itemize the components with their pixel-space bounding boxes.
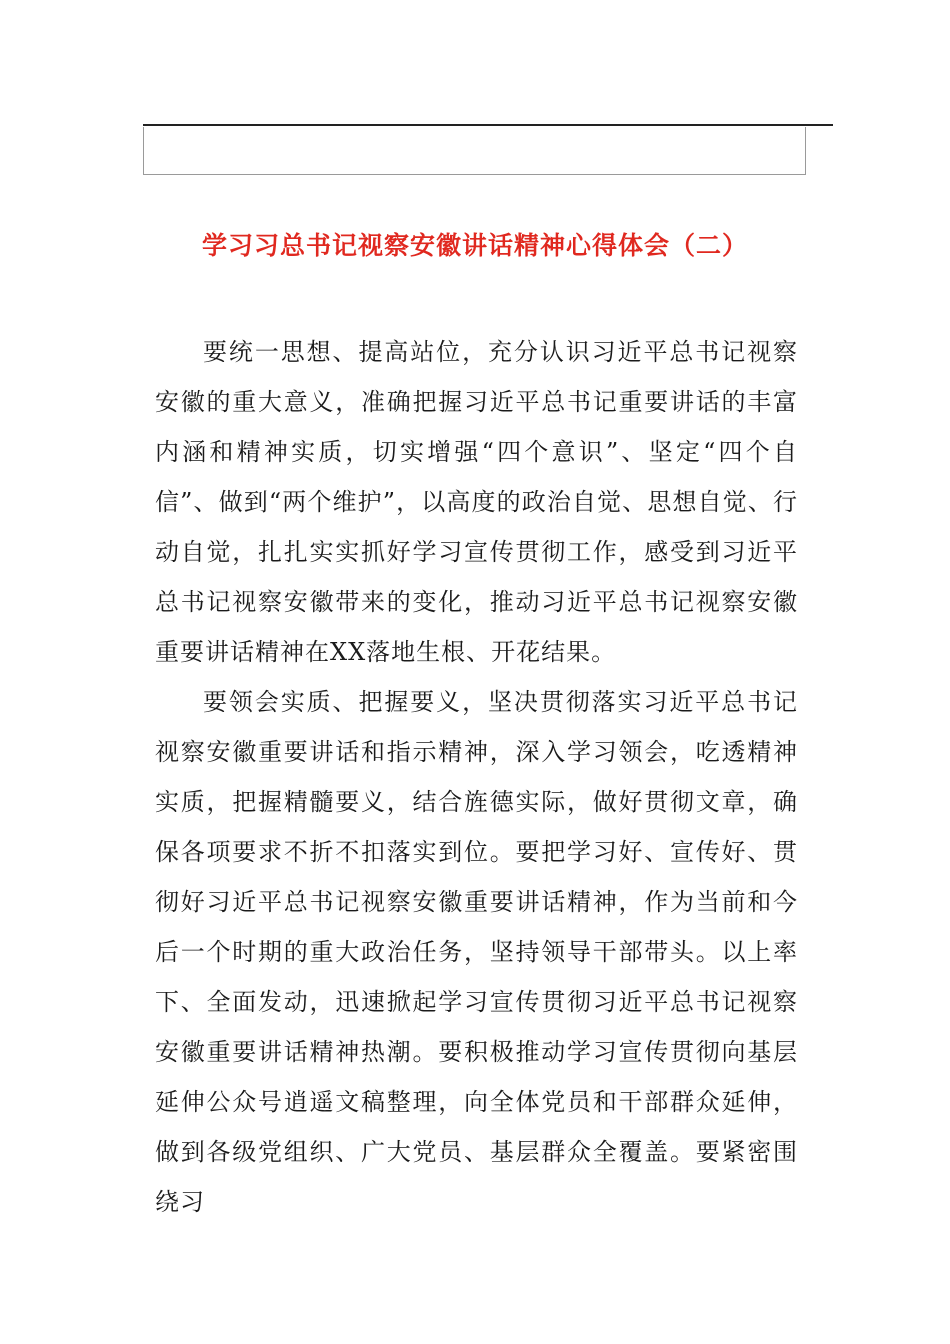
document-body xyxy=(155,327,798,1227)
paragraph-2: 要领会实质、把握要义，坚决贯彻落实习近平总书记视察安徽重要讲话和指示精神，深入学习领会，吃透精神实质，把握精髓要义，结合旌德实际，做好贯彻文章，确保各项要求不折不扣落实到位。要把学习好、宣传好、贯彻好习近平总书记视察安徽重要讲话精神，作为当前和今后一个时期的重大政治任务，坚持领导干部带头。以上率下、全面发动，迅速掀起学习宣传贯彻习近平总书记视察安徽重要讲话精神热潮。要积极推动学习宣传贯彻向基层延伸公众号逍遥文稿整理，向全体党员和干部群众延伸，做到各级党组织、广大党员、基层群众全覆盖。要紧密围绕习 xyxy=(155,688,798,1216)
header-rule xyxy=(143,124,833,126)
document-title: 学习习总书记视察安徽讲话精神心得体会（二） xyxy=(201,231,748,260)
paragraph-1: 要统一思想、提高站位，充分认识习近平总书记视察安徽的重大意义，准确把握习近平总书记重要讲话的丰富内涵和精神实质，切实增强“四个意识”、坚定“四个自信”、做到“两个维护”，以高度的政治自觉、思想自觉、行动自觉，扎扎实实抓好学习宣传贯彻工作，感受到习近平总书记视察安徽带来的变化，推动习近平总书记视察安徽重要讲话精神在XX落地生根、开花结果。 xyxy=(155,338,798,666)
header-box xyxy=(143,127,806,175)
